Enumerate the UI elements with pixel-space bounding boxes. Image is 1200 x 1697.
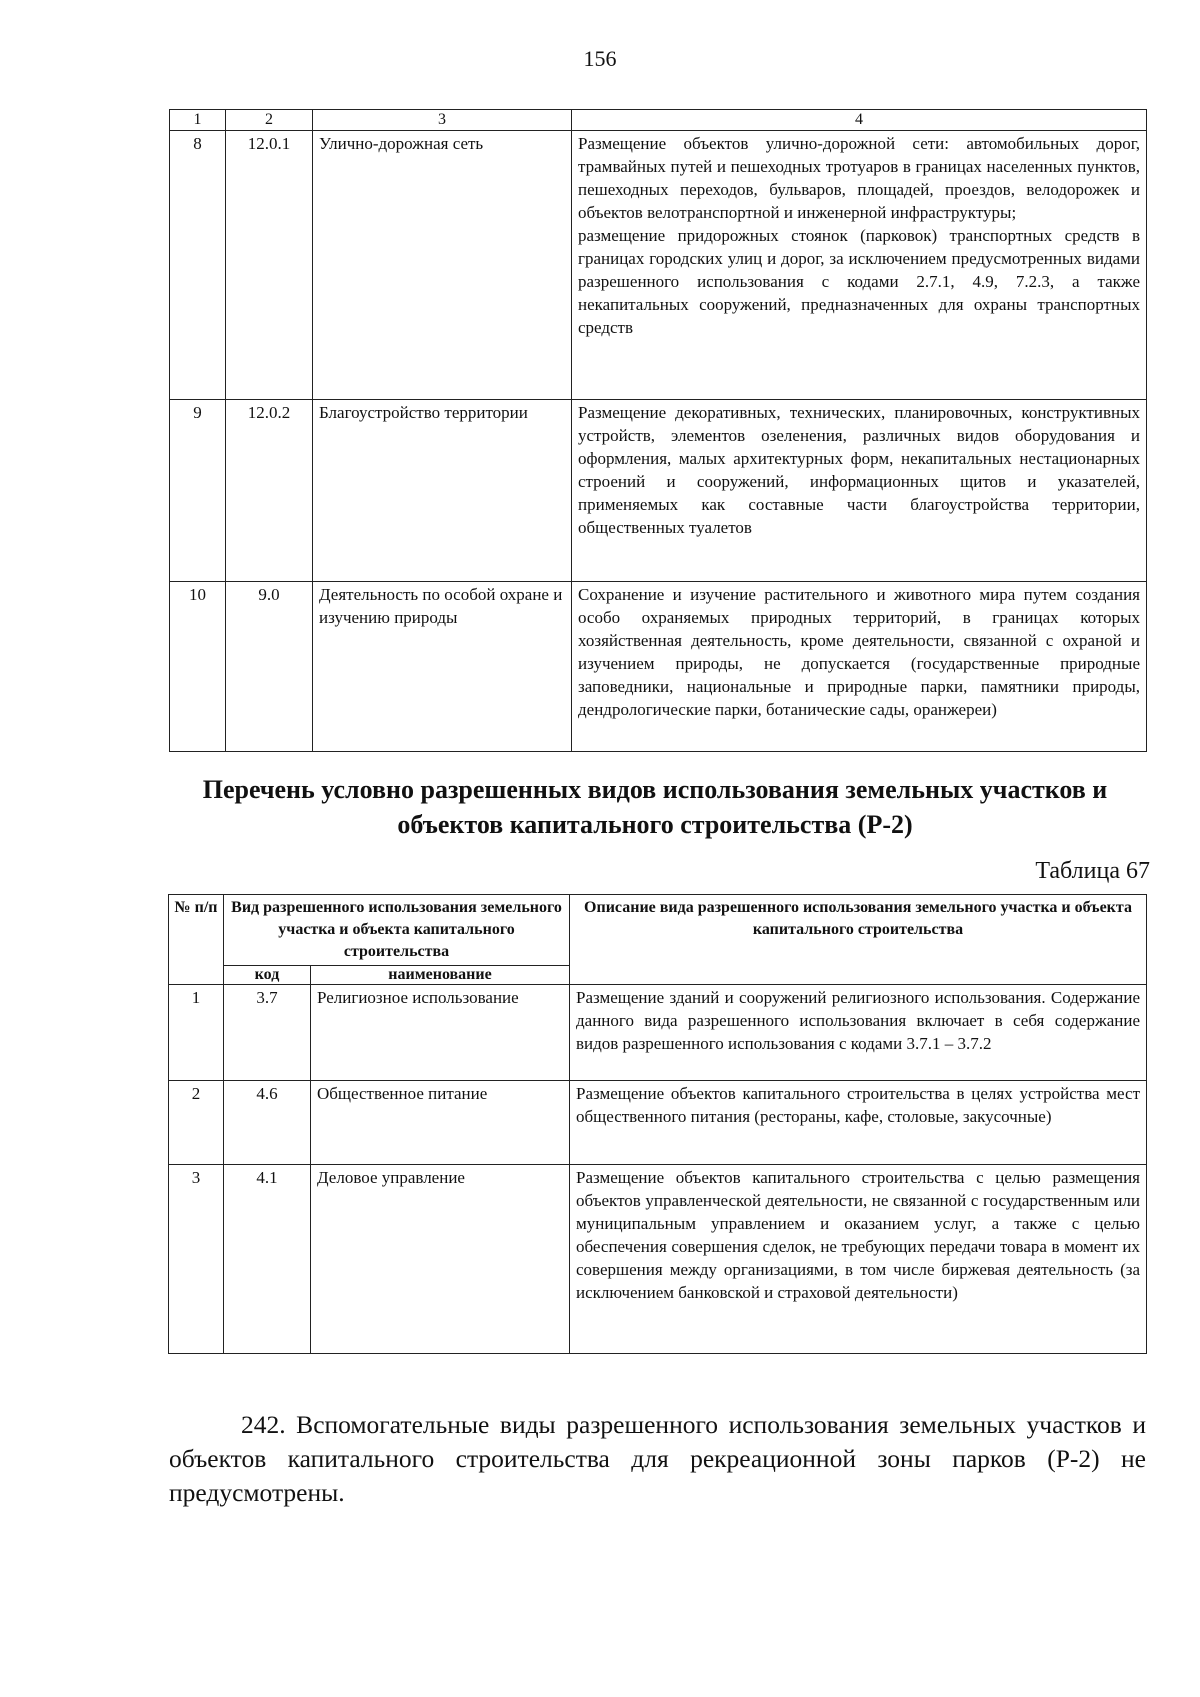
- table-row: [170, 400, 1147, 582]
- table-label: Таблица 67: [1035, 858, 1150, 884]
- use-code: 3.7: [224, 985, 311, 1081]
- footnote-paragraph: 242. Вспомогательные виды разрешенного использования земельных участков и объектов капитального строительства для рекреационной зоны парков (Р-2) не предусмотрены.: [169, 1410, 1146, 1507]
- column-number: 3: [313, 110, 572, 131]
- column-number-row: [170, 110, 1147, 131]
- table-row: [170, 131, 1147, 400]
- use-description: Сохранение и изучение растительного и животного мира путем создания особо охраняемых природных территорий, в границах которых хозяйственная деятельность, кроме деятельности, связанной с охраной и изучением природы, не допускается (государственные природные заповедники, национальные и природные парки, памятники природы, дендрологические парки, ботанические сады, оранжереи): [572, 582, 1147, 752]
- table-row: [169, 1165, 1147, 1354]
- use-description: Размещение декоративных, технических, планировочных, конструктивных устройств, элементов озеленения, различных видов оборудования и оформления, малых архитектурных форм, некапитальных нестационарных строений и сооружений, информационных щитов и указателей, применяемых как составные части благоустройства территории, общественных туалетов: [572, 400, 1147, 582]
- row-number: 8: [170, 131, 226, 400]
- header-name: наименование: [311, 966, 570, 985]
- use-code: 9.0: [226, 582, 313, 752]
- table-row: [169, 1081, 1147, 1165]
- use-description: Размещение объектов капитального строительства с целью размещения объектов управленческой деятельности, не связанной с государственным или муниципальным управлением и оказанием услуг, а также с целью обеспечения совершения сделок, не требующих передачи товара в момент их совершения между организациями, в том числе биржевая деятельность (за исключением банковской и страховой деятельности): [570, 1165, 1147, 1354]
- header-description: Описание вида разрешенного использования земельного участка и объекта капитального строительства: [570, 895, 1147, 985]
- row-number: 1: [169, 985, 224, 1081]
- use-code: 12.0.1: [226, 131, 313, 400]
- row-number: 9: [170, 400, 226, 582]
- table-row: [170, 582, 1147, 752]
- column-number: 2: [226, 110, 313, 131]
- table-row: [169, 985, 1147, 1081]
- header-number: № п/п: [169, 895, 224, 985]
- row-number: 2: [169, 1081, 224, 1165]
- row-number: 3: [169, 1165, 224, 1354]
- land-use-table-continued: [169, 109, 1147, 752]
- use-code: 4.1: [224, 1165, 311, 1354]
- use-description: Размещение объектов капитального строительства в целях устройства мест общественного питания (рестораны, кафе, столовые, закусочные): [570, 1081, 1147, 1165]
- page-number: 156: [583, 46, 617, 71]
- use-description: Размещение зданий и сооружений религиозного использования. Содержание данного вида разрешенного использования включает в себя содержание видов разрешенного использования с кодами 3.7.1 – 3.7.2: [570, 985, 1147, 1081]
- description-paragraph: размещение придорожных стоянок (парковок) транспортных средств в границах городских улиц и дорог, за исключением предусмотренных видами разрешенного использования с кодами 2.7.1, 4.9, 7.2.3, а также некапитальных сооружений, предназначенных для охраны транспортных средств: [578, 226, 1140, 337]
- column-number: 1: [170, 110, 226, 131]
- section-title: Перечень условно разрешенных видов использования земельных участков и объектов капитального строительства (Р-2): [202, 775, 1108, 839]
- header-use-kind: Вид разрешенного использования земельного участка и объекта капитального строительства: [224, 895, 570, 966]
- table-header-row: [169, 895, 1147, 966]
- use-name: Общественное питание: [311, 1081, 570, 1165]
- row-number: 10: [170, 582, 226, 752]
- use-name: Деловое управление: [311, 1165, 570, 1354]
- column-number: 4: [572, 110, 1147, 131]
- use-name: Улично-дорожная сеть: [313, 131, 572, 400]
- header-code: код: [224, 966, 311, 985]
- use-name: Религиозное использование: [311, 985, 570, 1081]
- description-paragraph: Размещение объектов улично-дорожной сети: автомобильных дорог, трамвайных путей и пешеходных тротуаров в границах населенных пунктов, пешеходных переходов, бульваров, площадей, проездов, велодорожек и объектов велотранспортной и инженерной инфраструктуры;: [578, 134, 1140, 222]
- use-name: Деятельность по особой охране и изучению природы: [313, 582, 572, 752]
- use-name: Благоустройство территории: [313, 400, 572, 582]
- use-description: [572, 131, 1147, 400]
- conditional-use-table: [168, 894, 1147, 1354]
- use-code: 4.6: [224, 1081, 311, 1165]
- use-code: 12.0.2: [226, 400, 313, 582]
